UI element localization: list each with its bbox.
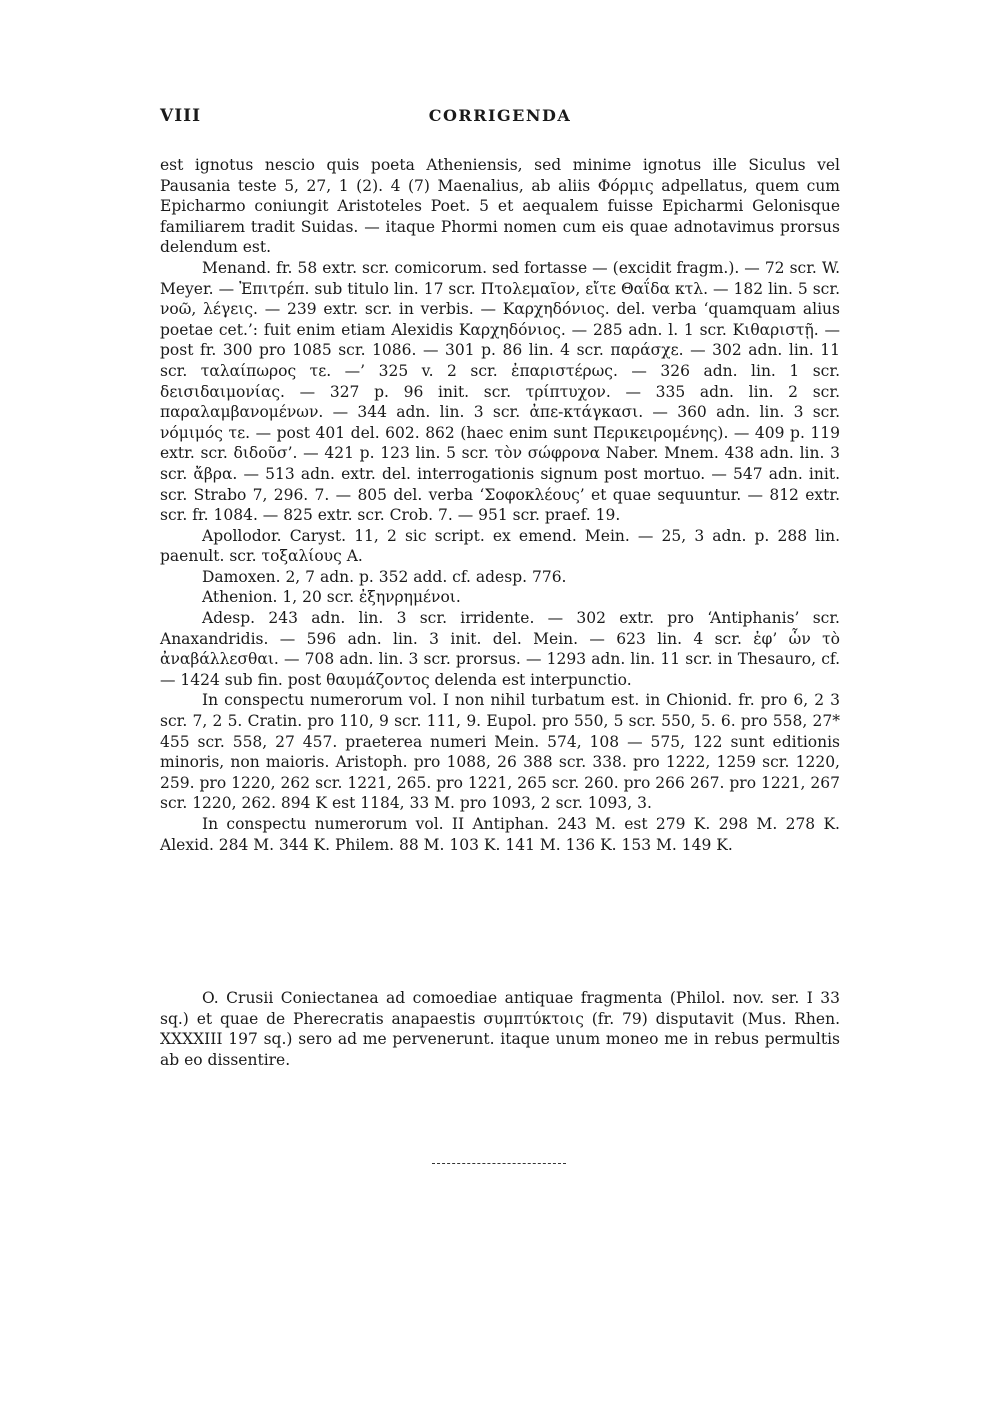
page-number: VIII: [160, 106, 202, 126]
corrigenda-body: [160, 155, 840, 855]
paragraph-adespota: Adesp. 243 adn. lin. 3 scr. irridente. — 302 extr. pro ‘Antiphanis’ scr. Anaxandridis. — 596 adn. lin. 3 init. del. Mein. — 623 lin. 4 scr. ἐφ’ ὧν τὸ ἀναβάλλεσθαι. — 708 adn. lin. 3 scr. prorsus. — 1293 adn. lin. 11 scr. in Thesauro, cf. — 1424 sub fin. post θαυμάζοντος delenda est interpunctio.: [160, 609, 840, 689]
page-header: [160, 106, 840, 132]
crusius-note: O. Crusii Coniectanea ad comoediae antiquae fragmenta (Philol. nov. ser. I 33 sq.) et quae de Pherecratis anapaestis συμπτύκτοις (fr. 79) disputavit (Mus. Rhen. XXXXIII 197 sq.) sero ad me pervenerunt. itaque unum moneo me in rebus permultis ab eo dissentire.: [160, 989, 840, 1069]
paragraph-damoxenus: Damoxen. 2, 7 adn. p. 352 add. cf. adesp. 776.: [202, 567, 567, 586]
paragraph-apollodorus: Apollodor. Caryst. 11, 2 sic script. ex emend. Mein. — 25, 3 adn. p. 288 lin. paenult. scr. τοξαλίους A.: [160, 526, 840, 566]
paragraph-menander: Menand. fr. 58 extr. scr. comicorum. sed fortasse — (excidit fragm.). — 72 scr. W. Meyer. — Ἐπιτρέπ. sub titulo lin. 17 scr. Πτολεμαῖον, εἴτε Θαΐδα κτλ. — 182 lin. 5 scr. νοῶ, λέγεις. — 239 extr. scr. in verbis. — Καρχηδόνιος. del. verba ‘quamquam alius poetae cet.’: fuit enim etiam Alexidis Καρχηδόνιος. — 285 adn. l. 1 scr. Κιθαριστῇ. — post fr. 300 pro 1085 scr. 1086. — 301 p. 86 lin. 4 scr. παράσχε. — 302 adn. lin. 11 scr. ταλαίπωρος τε. —’ 325 v. 2 scr. ἐπαριστέρως. — 326 adn. lin. 1 scr. δεισιδαιμονίας. — 327 p. 96 init. scr. τρίπτυχον. — 335 adn. lin. 2 scr. παραλαμβανομένων. — 344 adn. lin. 3 scr. ἀπε-κτάγκασι. — 360 adn. lin. 3 scr. νόμιμός τε. — post 401 del. 602. 862 (haec enim sunt Περικειρομένης). — 409 p. 119 extr. scr. διδοῦσ’. — 421 p. 123 lin. 5 scr. τὸν σώφρονα Naber. Mnem. 438 adn. lin. 3 scr. ἄβρα. — 513 adn. extr. del. interrogationis signum post mortuo. — 547 adn. init. scr. Strabo 7, 296. 7. — 805 del. verba ‘Σοφοκλέους’ et quae sequuntur. — 812 extr. scr. fr. 1084. — 825 extr. scr. Crob. 7. — 951 scr. praef. 19.: [160, 258, 840, 525]
paragraph-athenion: Athenion. 1, 20 scr. ἐξηνρημένοι.: [202, 588, 461, 607]
paragraph-conspectus-vol2: In conspectu numerorum vol. II Antiphan. 243 M. est 279 K. 298 M. 278 K. Alexid. 284 M. 344 K. Philem. 88 M. 103 K. 141 M. 136 K. 153 M. 149 K.: [160, 815, 840, 854]
running-title: CORRIGENDA: [428, 106, 572, 125]
closing-rule: [432, 1163, 566, 1164]
paragraph-conspectus-vol1: In conspectu numerorum vol. I non nihil turbatum est. in Chionid. fr. pro 6, 2 3 scr. 7, 2 5. Cratin. pro 110, 9 scr. 111, 9. Eupol. pro 550, 5 scr. 550, 5. 6. pro 558, 27* 455 scr. 558, 27 457. praeterea numeri Mein. 574, 108 — 575, 122 sunt editionis minoris, non maioris. Aristoph. pro 1088, 26 388 scr. 338. pro 1222, 1259 scr. 1220, 259. pro 1220, 262 scr. 1221, 265. pro 1221, 265 scr. 260. pro 266 267. pro 1221, 267 scr. 1220, 262. 894 K est 1184, 33 M. pro 1093, 2 scr. 1093, 3.: [160, 691, 840, 813]
paragraph-phormis: est ignotus nescio quis poeta Atheniensis, sed minime ignotus ille Siculus vel Pausania teste 5, 27, 1 (2). 4 (7) Maenalius, ab aliis Φόρμις adpellatus, quem cum Epicharmo coniungit Aristoteles Poet. 5 et aequalem fuisse Epicharmi Gelonisque familiarem tradit Suidas. — itaque Phormi nomen cum eis quae adnotavimus prorsus delendum est.: [160, 156, 840, 257]
